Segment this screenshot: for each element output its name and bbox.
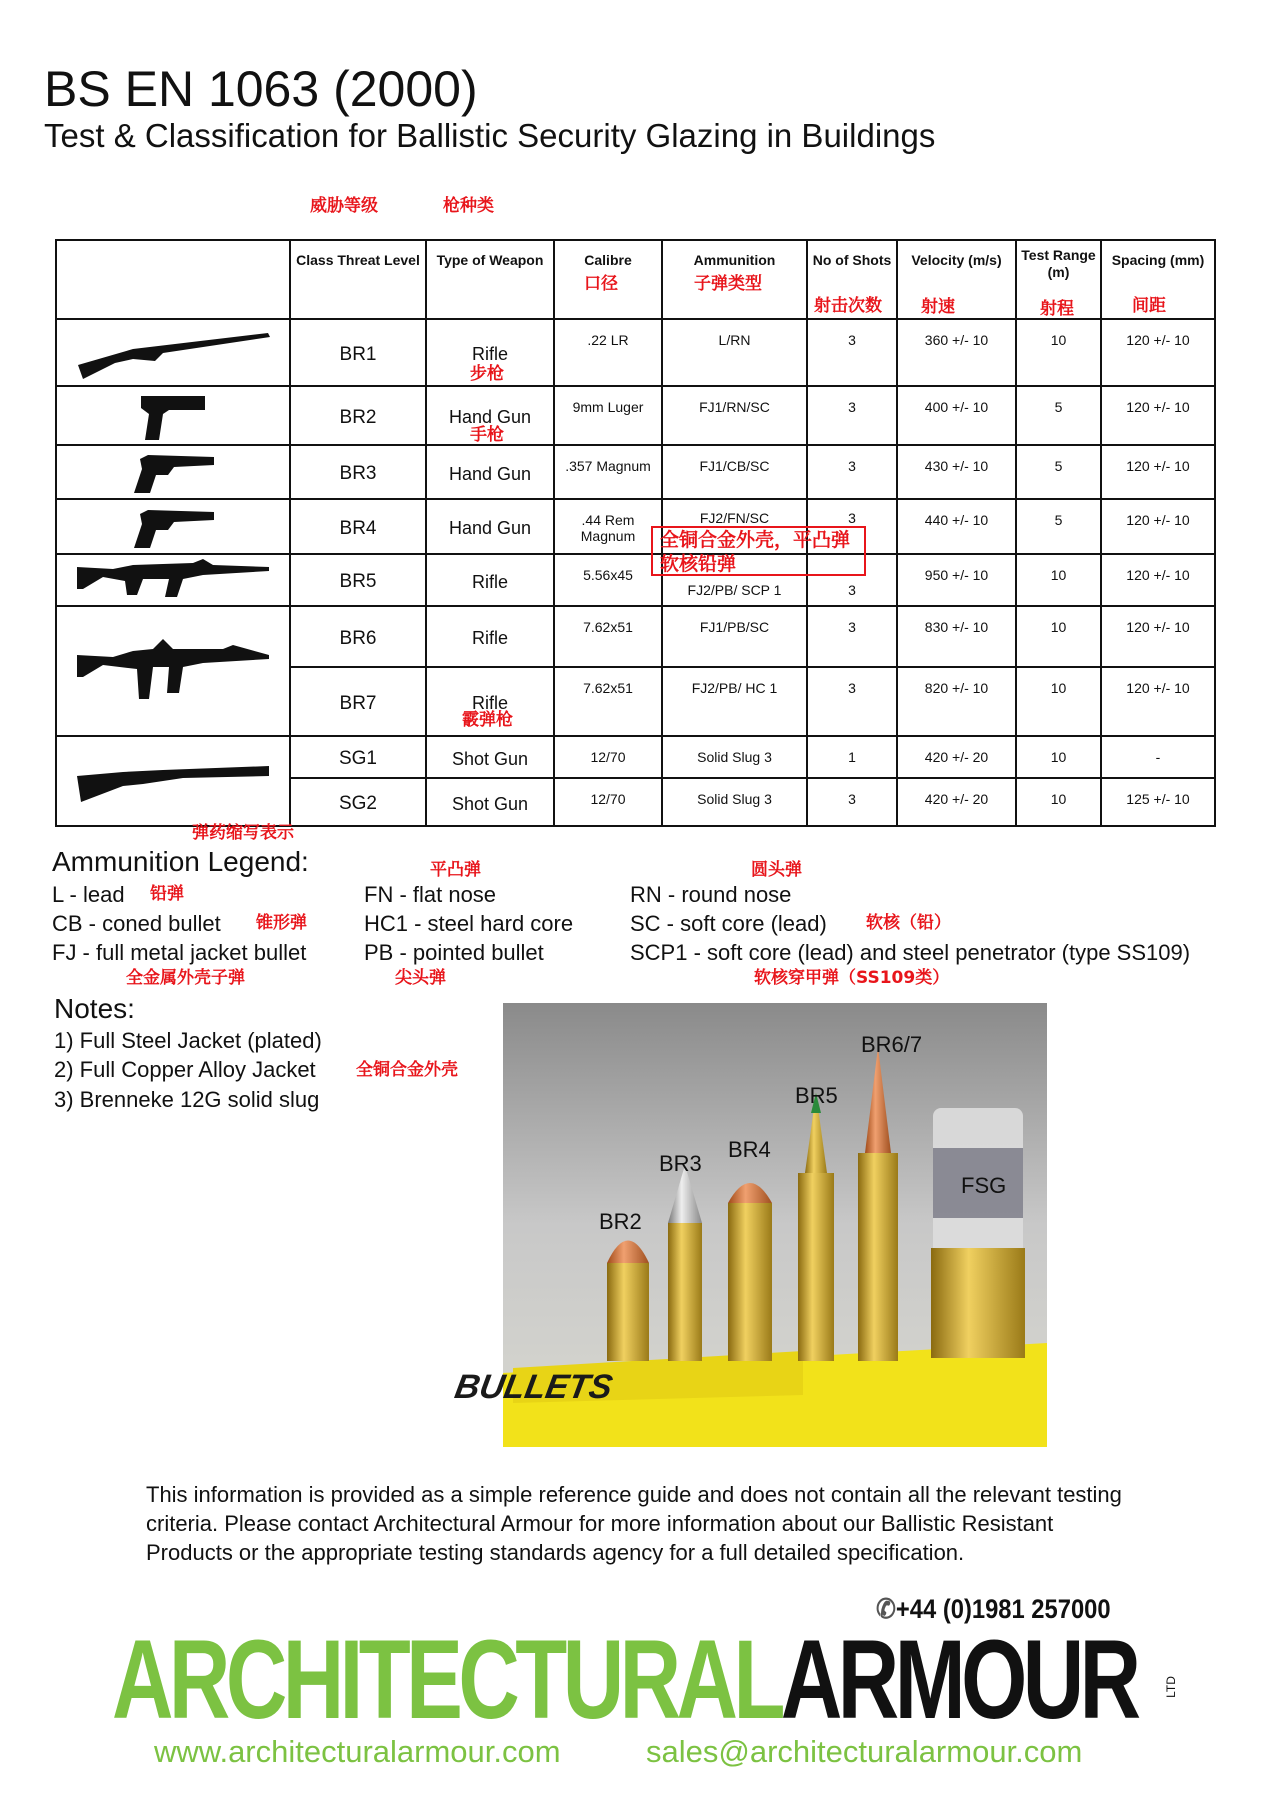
weapon-image-cell [56, 736, 290, 826]
cell-velocity: 360 +/- 10 [897, 319, 1016, 386]
weapon-image-cell [56, 554, 290, 606]
cell-spacing: 120 +/- 10 [1101, 606, 1215, 667]
annotation: 射击次数 [814, 296, 882, 316]
cell-level: BR4 [290, 499, 426, 554]
cell-calibre: 7.62x51 [554, 606, 662, 667]
cell-level: BR7 [290, 667, 426, 736]
cell-shots: 3 [807, 445, 897, 499]
cell-velocity: 430 +/- 10 [897, 445, 1016, 499]
cell-velocity: 820 +/- 10 [897, 667, 1016, 736]
note-item: 3) Brenneke 12G solid slug [54, 1087, 320, 1112]
photo-label: BR6/7 [861, 1032, 923, 1057]
annotation: 圆头弹 [751, 860, 802, 880]
weapon-image-cell [56, 606, 290, 736]
cell-shots: 3 [807, 554, 897, 606]
cell-velocity: 420 +/- 20 [897, 778, 1016, 826]
rifle-icon [73, 325, 273, 381]
assault-rifle-icon [73, 631, 273, 711]
annotation: 软核（铅） [866, 913, 951, 933]
weapon-image-cell [56, 499, 290, 554]
cell-shots: 3 [807, 499, 897, 554]
cell-ammo: Solid Slug 3 [662, 778, 807, 826]
annotation: 铅弹 [150, 884, 184, 904]
cell-shots: 3 [807, 319, 897, 386]
cell-range: 10 [1016, 554, 1101, 606]
cell-calibre: 12/70 [554, 778, 662, 826]
photo-label: FSG [961, 1173, 1007, 1198]
cell-calibre: .22 LR [554, 319, 662, 386]
legend-item: FN - flat nose [364, 882, 497, 907]
annotation: 霰弹枪 [462, 710, 513, 730]
header-ammo: Ammunition [662, 240, 807, 319]
annotation: 全铜合金外壳，平凸弹 [660, 529, 851, 551]
cell-ammo: L/RN [662, 319, 807, 386]
note-item: 1) Full Steel Jacket (plated) [54, 1028, 322, 1053]
weapon-image-cell [56, 319, 290, 386]
disclaimer-text: This information is provided as a simple reference guide and does not contain all the relevant testing criteria. Please contact Architectural Armour for more information about our Ballistic Resistant Products or the appropriate testing standards agency for a full detailed specification. [146, 1482, 1122, 1565]
cell-shots: 3 [807, 667, 897, 736]
annotation: 弹药缩写表示 [192, 823, 294, 843]
cell-velocity: 420 +/- 20 [897, 736, 1016, 778]
table-row [56, 445, 1215, 499]
table-row [56, 386, 1215, 445]
cell-shots: 1 [807, 736, 897, 778]
photo-label: BR4 [728, 1137, 771, 1162]
ammunition-photo [451, 1003, 1047, 1447]
legend-item: SC - soft core (lead) [630, 911, 827, 936]
annotation: 子弹类型 [694, 274, 762, 294]
cell-spacing: 120 +/- 10 [1101, 319, 1215, 386]
cell-level: BR6 [290, 606, 426, 667]
annotation: 枪种类 [443, 196, 494, 216]
cell-weapon: Hand Gun [426, 499, 554, 554]
annotation: 射速 [921, 297, 955, 317]
header-type: Type of Weapon [426, 240, 554, 319]
photo-label: BR5 [795, 1083, 838, 1108]
cell-level: BR1 [290, 319, 426, 386]
pistol-icon [133, 388, 213, 444]
legend-title: Ammunition Legend: [52, 846, 309, 877]
cell-spacing: 120 +/- 10 [1101, 554, 1215, 606]
cell-level: SG1 [290, 736, 426, 778]
cell-velocity: 830 +/- 10 [897, 606, 1016, 667]
cell-velocity: 400 +/- 10 [897, 386, 1016, 445]
annotation: 平凸弹 [430, 860, 481, 880]
annotation: 锥形弹 [256, 913, 307, 933]
assault-rifle-icon [73, 555, 273, 605]
cell-level: BR5 [290, 554, 426, 606]
header-range: Test Range (m) [1016, 240, 1101, 319]
cell-spacing: 120 +/- 10 [1101, 386, 1215, 445]
annotation: 软核铅弹 [660, 553, 737, 575]
cell-ammo: FJ2/PB/ HC 1 [662, 667, 807, 736]
logo-green-text: ARCHITECTURAL [112, 1617, 781, 1742]
cell-calibre: .44 Rem Magnum [554, 499, 662, 554]
box-text: BULLETS [451, 1368, 616, 1406]
annotation: 全金属外壳子弹 [126, 968, 245, 988]
legend-item: RN - round nose [630, 882, 792, 907]
header-calibre: Calibre [554, 240, 662, 319]
header-velocity: Velocity (m/s) [897, 240, 1016, 319]
cell-level: BR3 [290, 445, 426, 499]
cell-ammo: FJ2/FN/SC [662, 499, 807, 554]
table-row [56, 499, 1215, 554]
cell-calibre: 9mm Luger [554, 386, 662, 445]
revolver-icon [128, 447, 218, 497]
header-shots: No of Shots [807, 240, 897, 319]
annotation: 全铜合金外壳 [356, 1060, 458, 1080]
cell-spacing: 120 +/- 10 [1101, 667, 1215, 736]
cell-ammo: FJ1/RN/SC [662, 386, 807, 445]
photo-label: BR2 [599, 1209, 642, 1234]
cell-weapon: Rifle [426, 667, 554, 736]
cell-range: 5 [1016, 499, 1101, 554]
cell-weapon: Rifle [426, 606, 554, 667]
legend-item: PB - pointed bullet [364, 940, 544, 965]
cell-velocity: 440 +/- 10 [897, 499, 1016, 554]
cell-spacing: 120 +/- 10 [1101, 445, 1215, 499]
cell-range: 10 [1016, 606, 1101, 667]
email-link[interactable]: sales@architecturalarmour.com [646, 1734, 1083, 1769]
cell-weapon: Shot Gun [426, 736, 554, 778]
cell-weapon: Shot Gun [426, 778, 554, 826]
revolver-icon [128, 502, 218, 552]
phone-icon: ✆ [876, 1594, 896, 1624]
cell-calibre: .357 Magnum [554, 445, 662, 499]
cell-calibre: 5.56x45 [554, 554, 662, 606]
cell-calibre: 12/70 [554, 736, 662, 778]
page-title: BS EN 1063 (2000) [44, 61, 478, 117]
table-row [56, 319, 1215, 386]
table-row [56, 606, 1215, 667]
page-subtitle: Test & Classification for Ballistic Security Glazing in Buildings [44, 117, 936, 154]
cell-spacing: - [1101, 736, 1215, 778]
logo-black-text: ARMOUR [780, 1617, 1137, 1742]
cell-ammo: Solid Slug 3 [662, 736, 807, 778]
shotgun-icon [73, 756, 273, 806]
cell-range: 10 [1016, 667, 1101, 736]
notes-title: Notes: [54, 993, 135, 1024]
cell-range: 5 [1016, 445, 1101, 499]
weapon-image-cell [56, 445, 290, 499]
legend-item: FJ - full metal jacket bullet [52, 940, 307, 965]
cell-weapon: Rifle [426, 554, 554, 606]
annotation: 口径 [584, 274, 618, 294]
bullets-image [451, 1003, 1047, 1447]
annotation: 软核穿甲弹（SS109类） [754, 968, 950, 988]
logo-ltd: LTD [1163, 1676, 1178, 1698]
cell-range: 10 [1016, 778, 1101, 826]
cell-spacing: 125 +/- 10 [1101, 778, 1215, 826]
legend-item: SCP1 - soft core (lead) and steel penetrator (type SS109) [630, 940, 1191, 965]
annotation: 威胁等级 [310, 196, 378, 216]
annotation: 间距 [1132, 296, 1166, 316]
header-blank [56, 240, 290, 319]
cell-range: 10 [1016, 736, 1101, 778]
cell-ammo: FJ1/CB/SC [662, 445, 807, 499]
company-logo [112, 1617, 1137, 1742]
cell-velocity: 950 +/- 10 [897, 554, 1016, 606]
weapon-image-cell [56, 386, 290, 445]
phone-text: +44 (0)1981 257000 [895, 1594, 1111, 1624]
cell-shots: 3 [807, 778, 897, 826]
cell-range: 10 [1016, 319, 1101, 386]
annotation: 射程 [1040, 299, 1074, 319]
cell-weapon: Rifle [426, 319, 554, 386]
cell-spacing: 120 +/- 10 [1101, 499, 1215, 554]
legend-item: HC1 - steel hard core [364, 911, 574, 936]
cell-ammo: FJ1/PB/SC [662, 606, 807, 667]
annotation: 尖头弹 [395, 968, 446, 988]
cell-level: SG2 [290, 778, 426, 826]
cell-level: BR2 [290, 386, 426, 445]
cell-weapon: Hand Gun [426, 386, 554, 445]
cell-shots: 3 [807, 606, 897, 667]
table-row [56, 736, 1215, 778]
photo-label: BR3 [659, 1151, 702, 1176]
cell-range: 5 [1016, 386, 1101, 445]
classification-table [55, 239, 1216, 827]
legend-item: L - lead [52, 882, 125, 907]
table-row [56, 554, 1215, 606]
legend-item: CB - coned bullet [52, 911, 221, 936]
annotation: 步枪 [470, 364, 504, 384]
cell-ammo: FJ2/PB/ SCP 1 [662, 554, 807, 606]
header-class: Class Threat Level [290, 240, 426, 319]
header-spacing: Spacing (mm) [1101, 240, 1215, 319]
note-item: 2) Full Copper Alloy Jacket [54, 1057, 316, 1082]
annotation: 手枪 [470, 425, 504, 445]
cell-weapon: Hand Gun [426, 445, 554, 499]
cell-calibre: 7.62x51 [554, 667, 662, 736]
cell-shots: 3 [807, 386, 897, 445]
website-link[interactable]: www.architecturalarmour.com [154, 1734, 561, 1769]
